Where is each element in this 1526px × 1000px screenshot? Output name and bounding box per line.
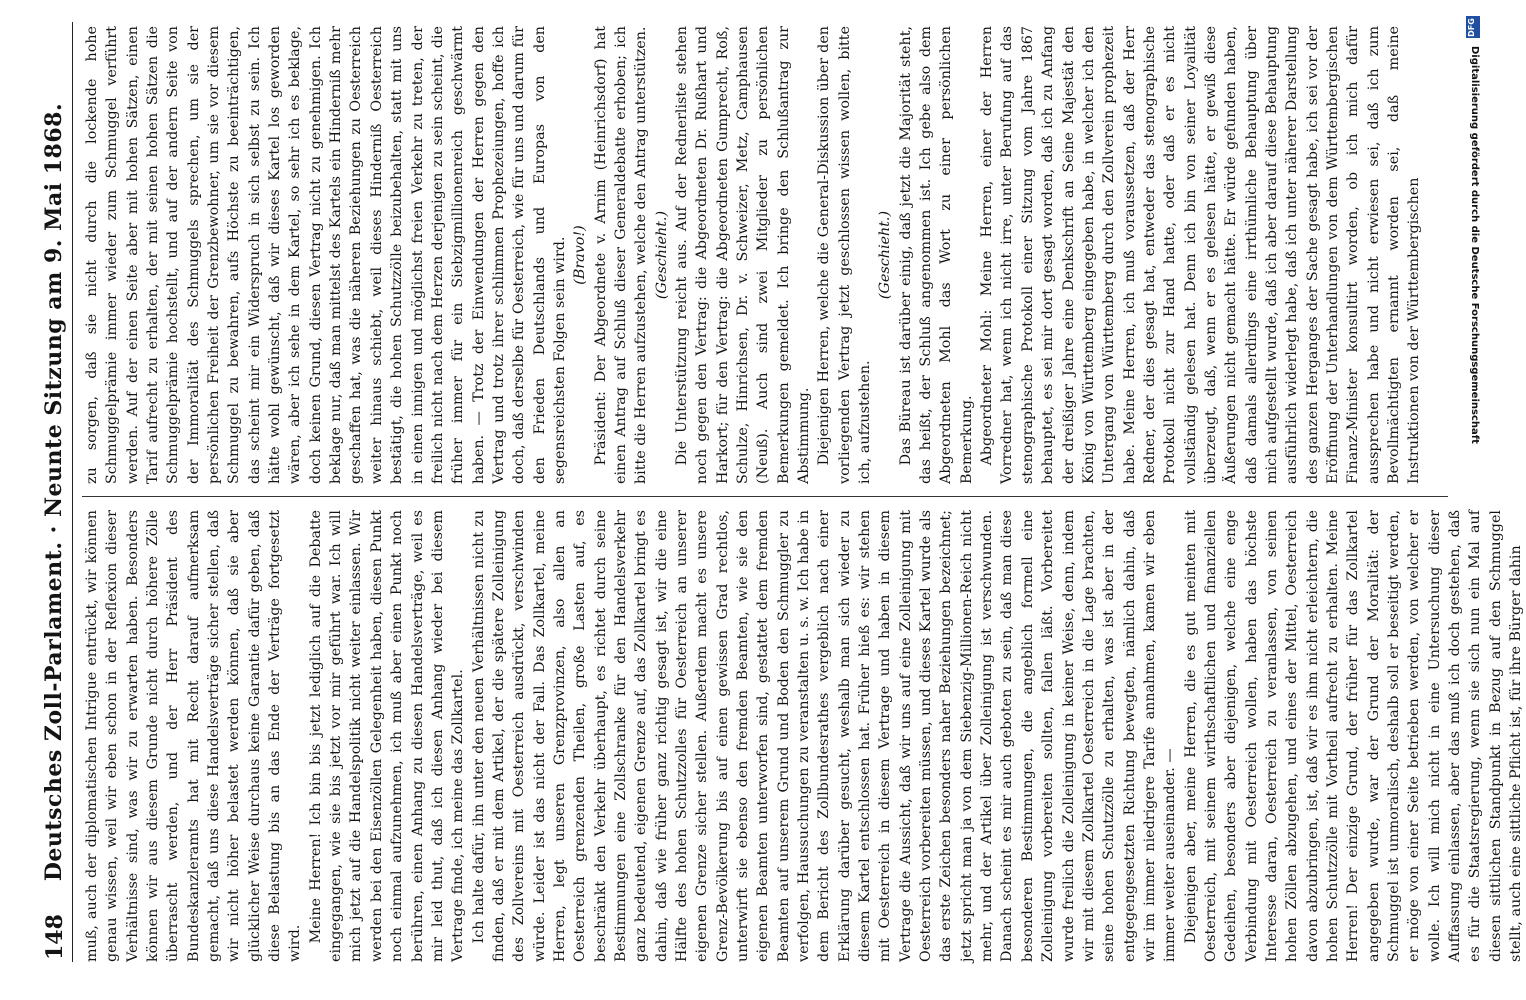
column-divider bbox=[82, 496, 1448, 497]
dfg-logo-icon: DFG bbox=[1466, 16, 1480, 38]
funding-note: Digitalisierung gefördert durch die Deutsche Forschungsgemeinschaft bbox=[1469, 46, 1480, 444]
left-column bbox=[82, 510, 1525, 962]
paragraph: Meine Herren! Ich bin bis jetzt lediglich auf die Debatte eingegangen, wie sie bis jetzt vor mir geführt war. Ich will mich jetzt auf die Handelspolitik nicht weiter einlassen. Wir werden bei den Eisenzöllen Gelegenheit haben, diesen Punkt noch einmal aufzunehmen, ich muß aber einen Punkt noch berühren, einen Anhang zu diesen Handelsverträge, weil es mir leid thut, daß ich diesen Anhang wieder bei diesem Vertrage finde, ich meine das Zollkartel. bbox=[307, 510, 467, 962]
digitization-footer bbox=[1466, 16, 1480, 984]
paragraph: muß, auch der diplomatischen Intrigue entrückt, wir können genau wissen, weil wir eben schon in der Reflexion dieser Verhältnisse sind, was wir zu erwarten haben. Besonders können wir aus diesem Grunde nicht durch höhere Zölle überrascht werden, und der Herr Präsident des Bundeskanzleramts hat mit Recht darauf aufmerksam gemacht, daß uns diese Handelsverträge sicher stellen, daß wir nicht höher belastet werden können, daß sie aber glücklicher Weise durchaus keine Garantie dafür geben, daß diese Belastung bis an das Ende der Verträge fortgesetzt wird. bbox=[84, 510, 304, 962]
paragraph: Das Büreau ist darüber einig, daß jetzt die Majorität steht, das heißt, der Schluß angenommen ist. Ich gebe also dem Abgeordneten Mohl das Wort zu einer persönlichen Bemerkung. bbox=[897, 26, 975, 484]
paragraph: Ich halte dafür, ihn unter den neuen Verhältnissen nicht zu finden, daß er mit dem Artikel, der die spätere Zolleinigung des Zollvereins mit Oesterreich ausdrückt, verschwinden würde. Leider ist das nicht der Fall. Das Zollkartel, meine Herren, legt unseren Grenzprovinzen, also allen an Oesterreich grenzenden Theilen, große Lasten auf, es beschränkt den Verkehr überhaupt, es richtet durch seine Bestimmungen eine Zollschranke für den Handelsverkehr ganz bedeutend, eigenen Grenze auf, das Zollkartel bringt es dahin, daß wie früher ganz richtig gesagt ist, wir die eine Hälfte des hohen Schutzzolles für Oesterreich an unserer eigenen Grenze sicher stellen. Außerdem macht es unsere Grenz-Bevölkerung bis auf einen gewissen Grad rechtlos, unterwirft sie ebenso den fremden Beamten, wie sie den eigenen Beamten unterworfen sind, gestattet dem fremden Beamten auf unserem Grund und Boden den Schmuggler zu verfolgen, Haussuchungen zu veranstalten u. s. w. Ich habe in dem Bericht des Zollbundesrathes vergeblich nach einer Erklärung darüber gesucht, weshalb man sich wieder zu diesem Kartel entschlossen hat. Früher hieß es: wir stehen mit Oesterreich in diesem Vertrage und haben in diesem Vertrage die Aussicht, daß wir uns auf eine Zolleinigung mit Oesterreich vorbereiten müssen, und dieses Kartel wurde als das erste Zeichen besonders naher Beziehungen bezeichnet; jetzt spricht man ja von dem Siebenzig-Millionen-Reich nicht mehr, und der Artikel über Zolleinigung ist verschwunden. Danach scheint es mir auch geboten zu sein, daß man diese besonderen Bestimmungen, die angeblich formell eine Zolleinigung vorbereiten sollten, fallen läßt. Vorbereitet wurde freilich die Zolleinigung in keiner Weise, denn, indem wir mit diesem Zollkartel Oesterreich in die Lage brachten, seine hohen Schutzzölle zu erhalten, was ist aber in der entgegengesetzten Richtung bewegten, nämlich dahin, daß wir im immer niedrigere Tarife annahmen, kamen wir eben immer weiter auseinander. — bbox=[470, 510, 1179, 962]
paragraph: Diejenigen Herren, welche die General-Diskussion über den vorliegenden Vertrag jetzt geschlossen wissen wollen, bitte ich, aufzustehen. bbox=[816, 26, 874, 484]
stage-direction: (Bravo!) bbox=[572, 225, 589, 285]
paragraph: zu sorgen, daß sie nicht durch die lockende hohe Schmuggelprämie immer wieder zum Schmuggel verführt werden. Auf der einen Seite aber mit hohen Sätzen, einen Tarif aufrecht zu erhalten, der mit seinen hohen Sätzen die Schmuggelprämie hochstellt, und auf der andern Seite von der Immoralität des Schmuggels sprechen, um sie der persönlichen Freiheit der Grenzbewohner, um sie vor diesem Schmuggel zu bewahren, aufs Höchste zu beeinträchtigen, das scheint mir ein Widerspruch in sich selbst zu sein. Ich hätte wohl gewünscht, daß wir dieses Kartel los geworden wären, aber ich sehe in dem Kartel, so sehr ich es beklage, doch keinen Grund, diesen Vertrag nicht zu genehmigen. Ich beklage nur, daß man mittelst des Kartels ein Hinderniß mehr geschaffen hat, was die näheren Beziehungen zu Oesterreich weiter hinaus schiebt, weil dieses Hinderniß Oesterreich bestätigt, die hohen Schutzzölle beizubehalten, statt mit uns in einen innigen und möglichst freien Verkehr zu treten, der freilich nicht nach dem Herzen derjenigen zu sein scheint, die früher immer für ein Siebzigmillionenreich geschwärmt haben. — Trotz der Einwendungen der Herren gegen den Vertrag und trotz ihrer schlimmen Prophezeiungen, hoffe ich doch, daß derselbe für Oesterreich, wie für uns und darum für den Frieden Deutschlands und Europas von den segensreichsten Folgen sein wird. bbox=[84, 26, 568, 484]
speaker-paragraph: Präsident: Der Abgeordnete v. Arnim (Heinrichsdorf) hat einen Antrag auf Schluß dieser Generaldebatte erhoben; ich bitte die Herren aufzustehen, welche den Antrag unterstützen. bbox=[592, 26, 650, 484]
page-header bbox=[38, 22, 73, 962]
paragraph: Diejenigen aber, meine Herren, die es gut meinten mit Oesterreich, mit seinem wirthschaftlichen und finanziellen Gedeihen, besonders aber diejenigen, welche eine enge Verbindung mit Oesterreich wollen, haben das höchste Interesse daran, Oesterreich zu veranlassen, von seinen hohen Zöllen abzugehen, und eines der Mittel, Oesterreich davon abzubringen, ist, daß wir es ihm nicht erleichtern, die hohen Schutzzölle mit Vortheil aufrecht zu erhalten. Meine Herren! Der einzige Grund, der früher für das Zollkartel angegeben wurde, war der Grund der Moralität: der Schmuggel ist unmoralisch, deshalb soll er beseitigt werden, er möge von einer Seite betrieben werden, von welcher er wolle. Ich will mich nicht in eine Untersuchung dieser Auffassung einlassen, aber das muß ich doch gestehen, daß es für die Staatsregierung, wenn sie sich nun ein Mal auf diesen sittlichen Standpunkt in Bezug auf den Schmuggel stellt, auch eine sittliche Pflicht ist, für ihre Bürger dahin bbox=[1182, 510, 1525, 962]
stage-direction: (Geschieht.) bbox=[877, 210, 894, 300]
paragraph: Die Unterstützung reicht aus. Auf der Rednerliste stehen noch gegen den Vertrag: die Abgeordneten Dr. Rußhart und Harkort; für den Vertrag: die Abgeordneten Gumprecht, Roß, Schulze, Hinrichsen, Dr. v. Schweizer, Metz, Camphausen (Neuß). Auch sind zwei Mitglieder zu persönlichen Bemerkungen gemeldet. Ich bringe den Schlußantrag zur Abstimmung. bbox=[673, 26, 813, 484]
speaker-paragraph: Abgeordneter Mohl: Meine Herren, einer der Herren Vorredner hat, wenn ich nicht irre, unter Berufung auf das stenographische Protokoll einer Sitzung vom Jahre 1867 behauptet, es sei mir dort gesagt worden, daß ich zu Anfang der dreißiger Jahre eine Denkschrift an Seine Majestät den König von Württemberg eingegeben habe, in welcher ich den Untergang von Württemberg durch den Zollverein prophezeit habe. Meine Herren, ich muß voraussetzen, daß der Herr Redner, der dies gesagt hat, entweder das stenographische Protokoll nicht zur Hand hatte, oder daß er es nicht vollständig gelesen hat. Denn ich bin von seiner Loyalität überzeugt, daß, wenn er es gelesen hätte, er gewiß diese Äußerungen nicht gemacht hätte. Er würde gefunden haben, daß damals allerdings eine irrthümliche Behauptung über mich aufgestellt wurde, daß ich aber darauf diese Behauptung ausführlich widerlegt habe, daß ich unter näherer Darstellung des ganzen Herganges der Sache gesagt habe, ich sei vor der Eröffnung der Unterhandlungen von dem Württembergischen Finanz-Minister konsultirt worden, ob ich mich dafür aussprechen habe und nicht erwiesen sei, daß ich zum Bevollmächtigten ernannt worden sei, daß meine Instruktionen von der Württembergischen bbox=[979, 26, 1423, 484]
page-number: 148 bbox=[42, 914, 68, 960]
right-column bbox=[82, 26, 1452, 484]
stage-direction: (Geschieht.) bbox=[653, 210, 670, 300]
running-title: Deutsches Zoll-Parlament. · Neunte Sitzung am 9. Mai 1868. bbox=[41, 102, 67, 882]
